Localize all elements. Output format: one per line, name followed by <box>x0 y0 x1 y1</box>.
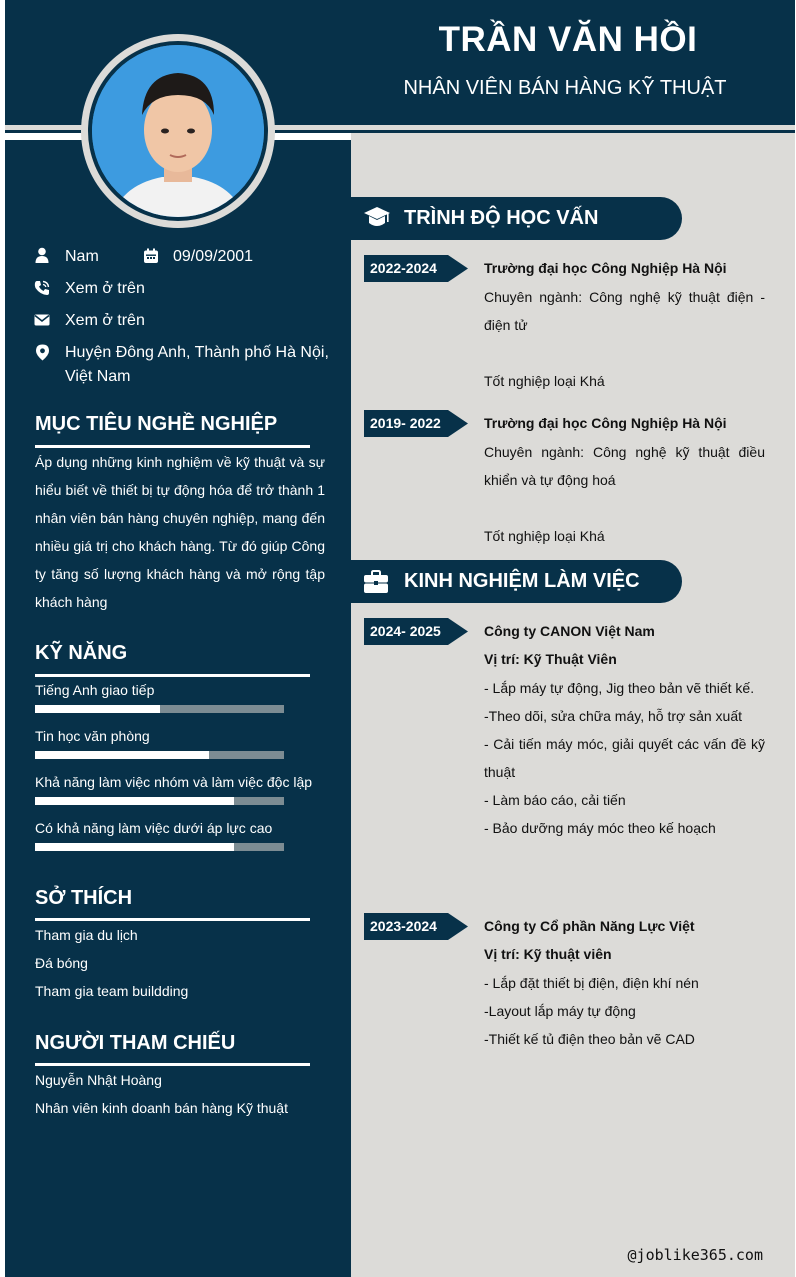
education-school: Trường đại học Công Nghiệp Hà Nội <box>484 415 727 431</box>
email-icon <box>34 312 50 328</box>
reference-name: Nguyễn Nhật Hoàng <box>35 1072 162 1088</box>
date-tag <box>364 913 468 940</box>
experience-task: -Theo dõi, sửa chữa máy, hỗ trợ sản xuất <box>484 708 743 724</box>
hobby-item: Tham gia team buildding <box>35 983 189 999</box>
date-tag <box>364 618 468 645</box>
education-result: Tốt nghiệp loại Khá <box>484 528 605 544</box>
gender-value: Nam <box>65 248 99 265</box>
graduation-cap-icon <box>363 206 391 231</box>
job-title: NHÂN VIÊN BÁN HÀNG KỸ THUẬT <box>403 77 727 99</box>
education-major: Chuyên ngành: Công nghệ kỹ thuật điều khiển và tự động hoá <box>484 444 765 488</box>
date-tag <box>364 255 468 282</box>
watermark: @joblike365.com <box>627 1246 763 1264</box>
skill-label: Có khả năng làm việc dưới áp lực cao <box>35 820 273 836</box>
date-tag <box>364 410 468 437</box>
experience-task: - Bảo dưỡng máy móc theo kế hoạch <box>484 820 716 836</box>
hobbies-title: SỞ THÍCH <box>35 887 133 909</box>
experience-company: Công ty Cổ phần Năng Lực Việt <box>484 918 695 934</box>
experience-task: - Cải tiến máy móc, giải quyết các vấn đề kỹ thuật <box>484 736 765 780</box>
candidate-name: TRẦN VĂN HỒI <box>438 20 698 59</box>
location-icon <box>35 344 50 361</box>
experience-position: Vị trí: Kỹ Thuật Viên <box>484 651 617 667</box>
divider <box>35 1063 310 1066</box>
hobby-item: Tham gia du lịch <box>35 927 138 943</box>
objective-text: Áp dụng những kinh nghiệm về kỹ thuật và sự hiểu biết về thiết bị tự động hóa để trở thành 1 nhân viên bán hàng chuyên nghiệp, mang đến nhiều giá trị cho khách hàng. Từ đó giúp Công ty tăng số lượng khách hàng và mở rộng tập khách hàng <box>35 454 325 610</box>
experience-period: 2023-2024 <box>370 918 437 934</box>
education-school: Trường đại học Công Nghiệp Hà Nội <box>484 260 727 276</box>
briefcase-icon <box>363 570 389 594</box>
phone-icon <box>34 280 50 296</box>
skill-label: Tiếng Anh giao tiếp <box>35 682 155 698</box>
experience-task: -Layout lắp máy tự động <box>484 1003 636 1019</box>
education-title: TRÌNH ĐỘ HỌC VẤN <box>404 207 599 229</box>
experience-task: -Thiết kế tủ điện theo bản vẽ CAD <box>484 1031 695 1047</box>
divider <box>35 674 310 677</box>
experience-task: - Lắp máy tự động, Jig theo bản vẽ thiết kế. <box>484 680 755 696</box>
skill-bar-fill <box>35 797 234 805</box>
reference-role: Nhân viên kinh doanh bán hàng Kỹ thuật <box>35 1100 288 1116</box>
education-result: Tốt nghiệp loại Khá <box>484 373 605 389</box>
skill-label: Khả năng làm việc nhóm và làm việc độc lập <box>35 774 313 790</box>
address-line-2: Việt Nam <box>65 368 131 385</box>
experience-title: KINH NGHIỆM LÀM VIỆC <box>404 570 640 592</box>
references-title: NGƯỜI THAM CHIẾU <box>35 1032 236 1054</box>
skill-bar-fill <box>35 843 234 851</box>
objective-title: MỤC TIÊU NGHỀ NGHIỆP <box>35 413 278 435</box>
user-icon <box>34 247 50 263</box>
skill-label: Tin học văn phòng <box>35 728 150 744</box>
avatar <box>92 45 264 217</box>
experience-task: - Làm báo cáo, cải tiến <box>484 792 626 808</box>
experience-position: Vị trí: Kỹ thuật viên <box>484 946 612 962</box>
skill-bar-fill <box>35 751 209 759</box>
phone-value[interactable]: Xem ở trên <box>65 280 145 297</box>
experience-task: - Lắp đặt thiết bị điện, điện khí nén <box>484 975 699 991</box>
calendar-icon <box>143 248 159 264</box>
education-major: Chuyên ngành: Công nghệ kỹ thuật điện - điện tử <box>484 289 765 333</box>
address-line-1: Huyện Đông Anh, Thành phố Hà Nội, <box>65 344 329 361</box>
hobby-item: Đá bóng <box>35 955 88 971</box>
experience-period: 2024- 2025 <box>370 623 441 639</box>
experience-company: Công ty CANON Việt Nam <box>484 623 655 639</box>
skills-title: KỸ NĂNG <box>35 642 128 664</box>
divider <box>35 918 310 921</box>
birthday-value: 09/09/2001 <box>173 248 254 265</box>
skill-bar-fill <box>35 705 160 713</box>
education-period: 2022-2024 <box>370 260 437 276</box>
education-period: 2019- 2022 <box>370 415 441 431</box>
email-value[interactable]: Xem ở trên <box>65 312 145 329</box>
